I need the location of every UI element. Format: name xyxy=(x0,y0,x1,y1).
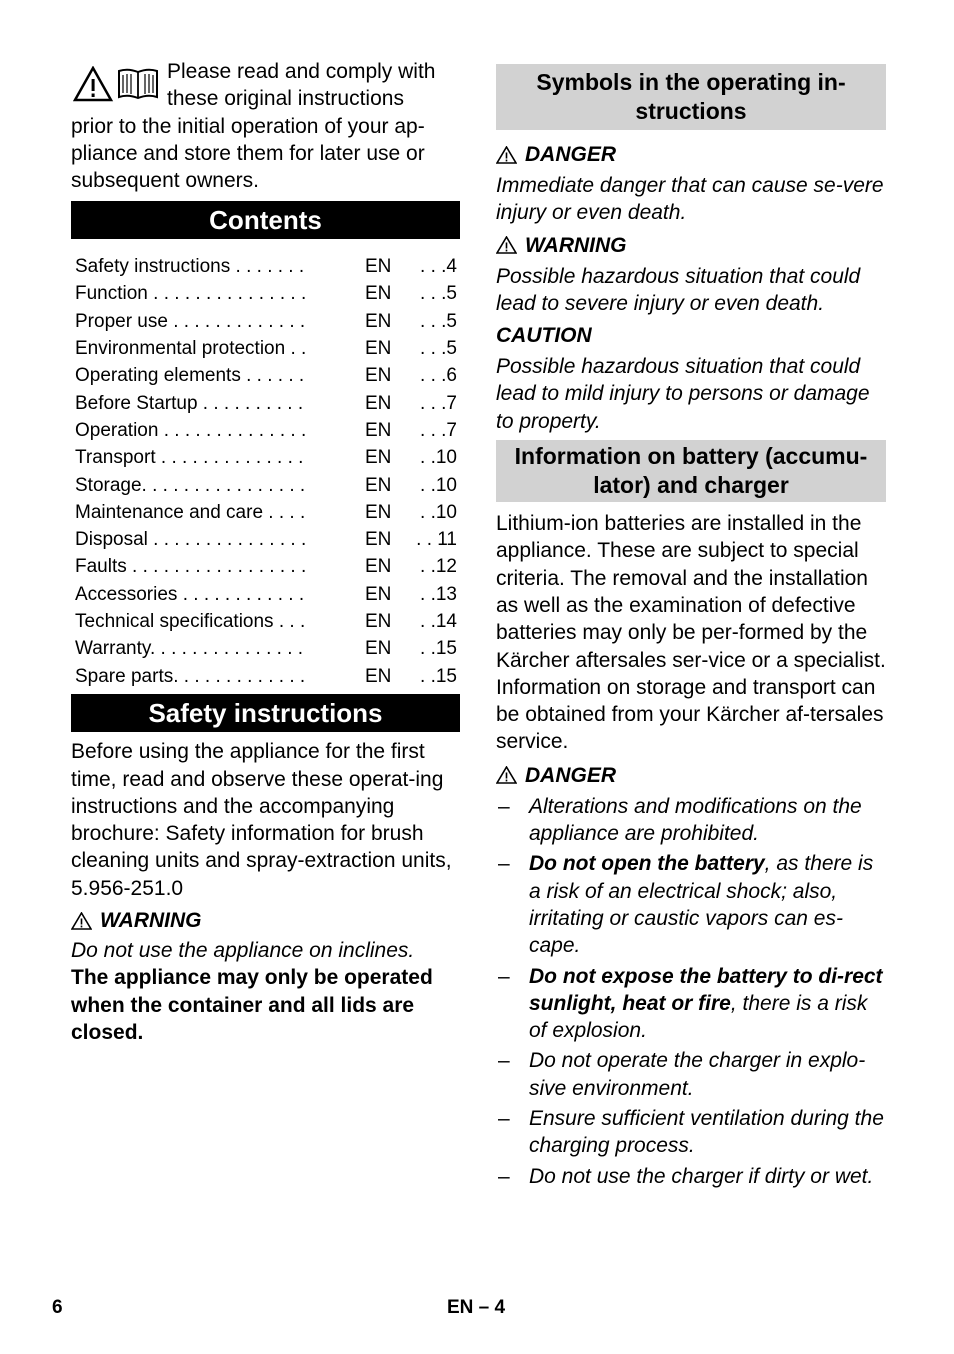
toc-entry-page: . .10 xyxy=(420,474,457,496)
toc-entry-lang: EN xyxy=(365,392,392,414)
toc-row xyxy=(75,554,457,581)
battery-paragraph-1: Lithium-ion batteries are installed in the appliance. These are subject to special criteria. The removal and the installation as well as the examination of defective batteries may only be per-formed by the Kärcher aftersales ser-vice or a specialist. xyxy=(496,512,886,672)
safety-warning-label xyxy=(71,907,460,934)
toc-row xyxy=(75,417,457,444)
toc-row xyxy=(75,608,457,635)
toc-entry-lang: EN xyxy=(365,310,392,332)
contents-heading: Contents xyxy=(71,201,460,239)
toc-row xyxy=(75,636,457,663)
toc-entry-name: Function . . . . . . . . . . . . . . . xyxy=(75,283,307,305)
toc-entry-lang: EN xyxy=(365,529,392,551)
toc-row xyxy=(75,663,457,690)
intro-line-2: these original instructions xyxy=(167,87,404,111)
toc-row xyxy=(75,253,457,280)
warning-label-text: WARNING xyxy=(100,909,202,933)
dash-bullet: – xyxy=(498,794,510,818)
toc-entry-name: Warranty. . . . . . . . . . . . . . . xyxy=(75,638,304,660)
toc-entry-lang: EN xyxy=(365,638,392,660)
dash-bullet: – xyxy=(498,1049,510,1073)
list-item-bold: Do not open the battery xyxy=(529,852,765,876)
symbols-heading: Symbols in the operating in-structions xyxy=(496,64,886,130)
list-item-text: Do not use the charger if dirty or wet. xyxy=(529,1164,874,1188)
warning-label-text: WARNING xyxy=(525,233,627,257)
list-item-text: Do not operate the charger in explo-sive environment. xyxy=(529,1049,866,1100)
toc-row xyxy=(75,308,457,335)
toc-entry-page: . . 11 xyxy=(416,529,457,551)
battery-heading: Information on battery (accumu-lator) and charger xyxy=(496,440,886,502)
warning-manual-icon xyxy=(73,66,163,102)
toc-entry-lang: EN xyxy=(365,583,392,605)
toc-entry-name: Technical specifications . . . xyxy=(75,610,306,632)
danger-triangle-icon xyxy=(496,146,517,164)
toc-entry-name: Maintenance and care . . . . xyxy=(75,501,306,523)
battery-paragraph-2: Information on storage and transport can be obtained from your Kärcher af-tersales service. xyxy=(496,675,884,754)
list-item-text: , there is a risk of explosion. xyxy=(529,991,868,1043)
toc-entry-name: Accessories . . . . . . . . . . . . xyxy=(75,583,305,605)
toc-entry-name: Transport . . . . . . . . . . . . . . xyxy=(75,447,304,469)
battery-danger-label xyxy=(496,762,886,789)
toc-row xyxy=(75,445,457,472)
dash-bullet: – xyxy=(498,964,510,988)
left-column xyxy=(71,58,460,1046)
warning-triangle-icon xyxy=(71,912,92,930)
toc-entry-page: . .12 xyxy=(420,556,457,578)
toc-entry-name: Environmental protection . . xyxy=(75,338,307,360)
toc-entry-name: Proper use . . . . . . . . . . . . . xyxy=(75,310,306,332)
toc-entry-lang: EN xyxy=(365,474,392,496)
dash-bullet: – xyxy=(498,852,510,876)
toc-entry-name: Operating elements . . . . . . xyxy=(75,365,305,387)
toc-entry-name: Operation . . . . . . . . . . . . . . xyxy=(75,419,307,441)
battery-danger-list xyxy=(496,793,886,1190)
symbols-warning-text: Possible hazardous situation that could lead to severe injury or even death. xyxy=(496,264,861,315)
toc-entry-lang: EN xyxy=(365,447,392,469)
toc-entry-page: . .10 xyxy=(420,501,457,523)
toc-entry-lang: EN xyxy=(365,610,392,632)
toc-entry-lang: EN xyxy=(365,256,392,278)
intro-block xyxy=(71,58,460,194)
symbols-caution-text: Possible hazardous situation that could lead to mild injury to persons or damage to property. xyxy=(496,355,870,433)
toc-entry-name: Storage. . . . . . . . . . . . . . . . xyxy=(75,474,306,496)
toc-entry-lang: EN xyxy=(365,283,392,305)
toc-entry-lang: EN xyxy=(365,338,392,360)
toc-entry-name: Disposal . . . . . . . . . . . . . . . xyxy=(75,529,307,551)
list-item xyxy=(496,1163,886,1190)
danger-triangle-icon xyxy=(496,766,517,784)
safety-warning-bold: The appliance may only be operated when the container and all lids are closed. xyxy=(71,966,433,1044)
intro-text: prior to the initial operation of your ap-pliance and store them for later use or subsequent owners. xyxy=(71,114,425,193)
toc-entry-page: . . .6 xyxy=(420,365,457,387)
list-item-text: Alterations and modifications on the appliance are prohibited. xyxy=(529,794,862,846)
symbols-warning-label xyxy=(496,232,886,259)
toc-row xyxy=(75,581,457,608)
toc-entry-page: . .13 xyxy=(420,583,457,605)
toc-entry-page: . .14 xyxy=(420,610,457,632)
toc-entry-lang: EN xyxy=(365,419,392,441)
toc-entry-name: Faults . . . . . . . . . . . . . . . . . xyxy=(75,556,307,578)
toc-entry-lang: EN xyxy=(365,556,392,578)
list-item xyxy=(496,963,886,1045)
toc-entry-lang: EN xyxy=(365,665,392,687)
toc-row xyxy=(75,281,457,308)
list-item-bold: Do not expose the battery to di-rect sunlight, heat or fire xyxy=(529,964,883,1015)
toc-entry-page: . .15 xyxy=(420,665,457,687)
toc-row xyxy=(75,526,457,553)
list-item xyxy=(496,1105,886,1160)
safety-body: Before using the appliance for the first time, read and observe these operat-ing instructions and the accompanying brochure: Safety information for brush cleaning units and spray-extraction units, 5.956-251.0 xyxy=(71,740,452,900)
toc-row xyxy=(75,472,457,499)
symbols-caution-label xyxy=(496,322,886,349)
toc-row xyxy=(75,363,457,390)
toc-entry-page: . . .7 xyxy=(420,392,457,414)
toc-entry-page: . .15 xyxy=(420,638,457,660)
toc-row xyxy=(75,499,457,526)
danger-label-text: DANGER xyxy=(525,763,617,787)
list-item xyxy=(496,1047,886,1102)
toc-entry-page: . . .5 xyxy=(420,310,457,332)
intro-line-1: Please read and comply with xyxy=(167,60,436,83)
toc-entry-name: Spare parts. . . . . . . . . . . . . xyxy=(75,665,306,687)
toc-entry-lang: EN xyxy=(365,365,392,387)
safety-heading: Safety instructions xyxy=(71,694,460,732)
page-number: 6 xyxy=(52,1297,63,1318)
toc-entry-page: . . .7 xyxy=(420,419,457,441)
toc-entry-name: Before Startup . . . . . . . . . . xyxy=(75,392,304,414)
toc-entry-name: Safety instructions . . . . . . . xyxy=(75,256,305,278)
toc-entry-page: . .10 xyxy=(420,447,457,469)
footer-language-page: EN – 4 xyxy=(447,1297,506,1318)
contents-table xyxy=(75,253,457,690)
symbols-danger-text: Immediate danger that can cause se-vere injury or even death. xyxy=(496,174,884,225)
safety-warning-italic: Do not use the appliance on inclines. xyxy=(71,939,415,963)
caution-label-text: CAUTION xyxy=(496,324,592,348)
toc-entry-lang: EN xyxy=(365,501,392,523)
symbols-danger-label xyxy=(496,141,886,168)
toc-entry-page: . . .4 xyxy=(420,256,457,278)
warning-triangle-icon xyxy=(496,236,517,254)
toc-entry-page: . . .5 xyxy=(420,283,457,305)
list-item xyxy=(496,850,886,959)
toc-row xyxy=(75,390,457,417)
danger-label-text: DANGER xyxy=(525,143,617,166)
toc-entry-page: . . .5 xyxy=(420,338,457,360)
right-column xyxy=(496,58,886,1193)
list-item-text: , as there is a risk of an electrical shock; also, irritating or caustic vapors can es-cape. xyxy=(529,852,874,958)
list-item-text: Ensure sufficient ventilation during the charging process. xyxy=(529,1107,884,1158)
list-item xyxy=(496,793,886,848)
toc-row xyxy=(75,335,457,362)
dash-bullet: – xyxy=(498,1107,510,1131)
dash-bullet: – xyxy=(498,1164,510,1188)
